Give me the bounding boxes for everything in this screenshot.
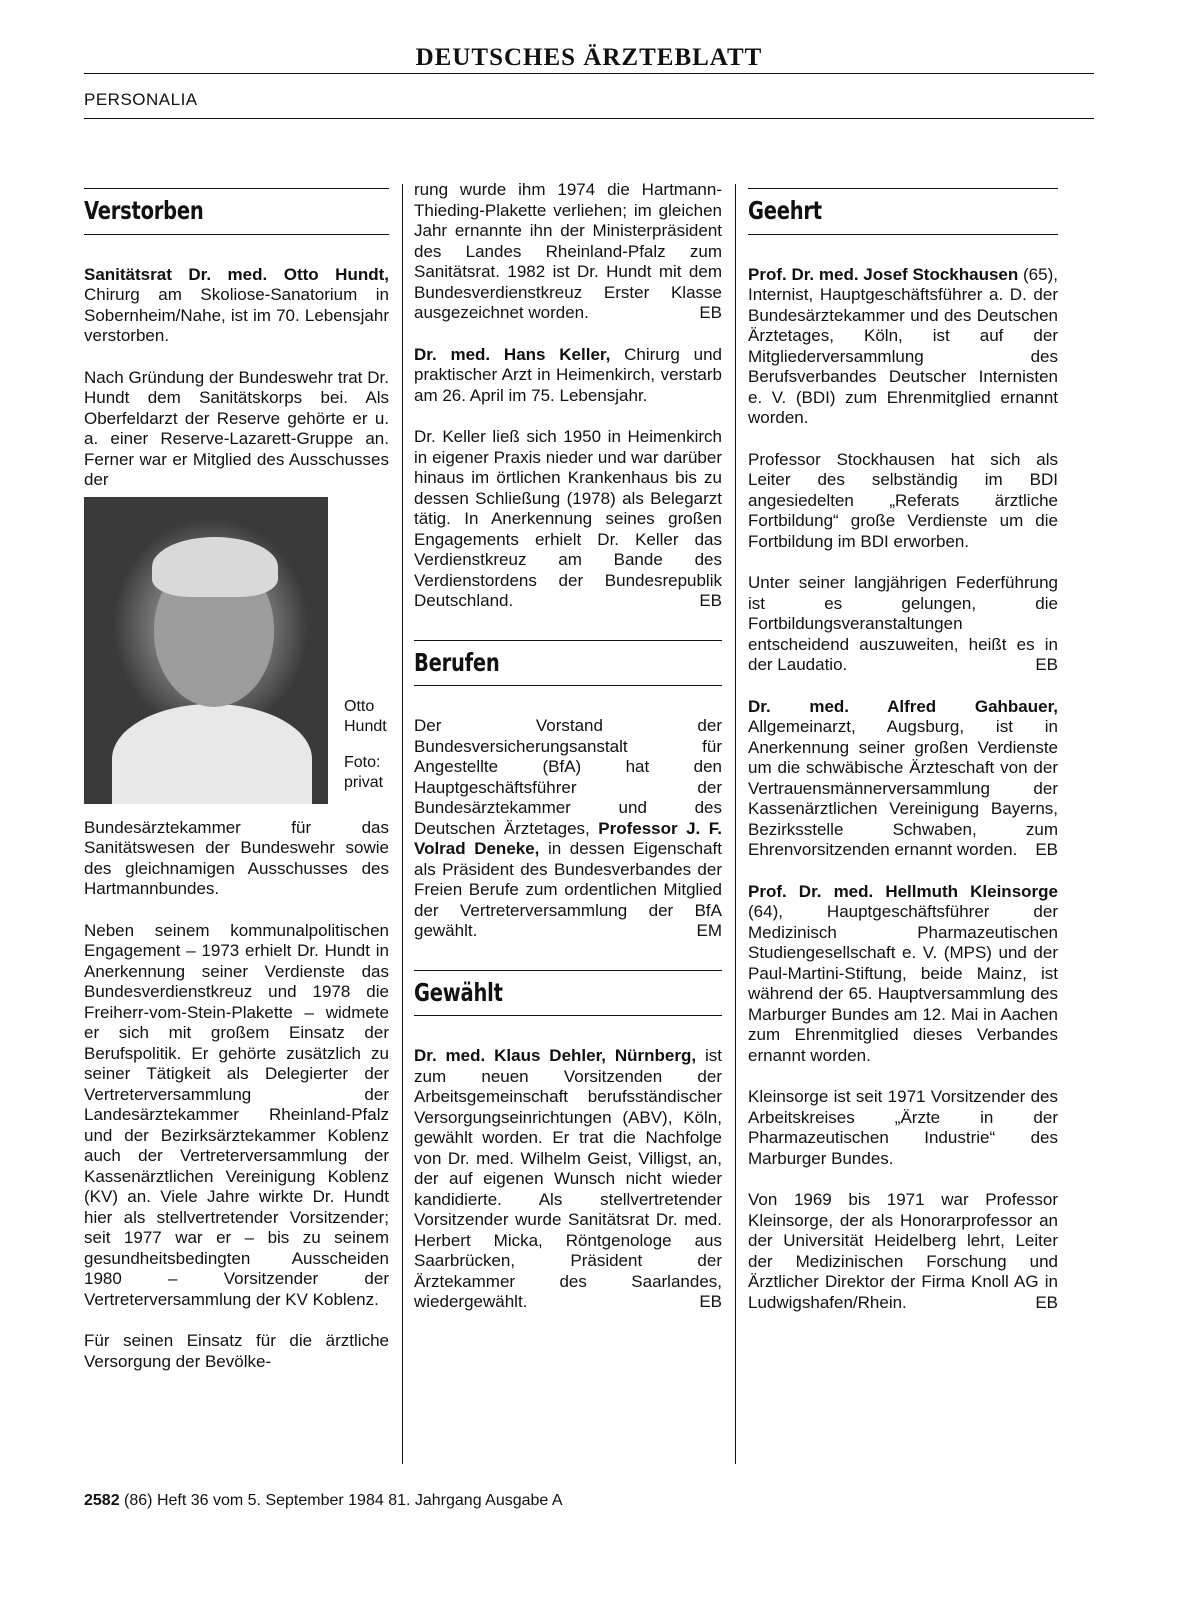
paragraph (748, 265, 1058, 429)
caption-name: Otto Hundt (344, 697, 387, 735)
page-footer (84, 1492, 563, 1510)
issue-info: (86) Heft 36 vom 5. September 1984 81. Jahrgang Ausgabe A (124, 1492, 563, 1509)
column-1 (84, 188, 389, 1372)
author-sign: EB (1035, 655, 1058, 674)
paragraph: Nach Gründung der Bundeswehr trat Dr. Hundt dem Sanitätskorps bei. Als Oberfeldarzt der Reserve gehörte er u. a. einer Reserve-Lazarett-Gruppe an. Ferner war er Mitglied des Ausschusses der (84, 367, 389, 489)
paragraph: Bundesärztekammer für das Sanitätswesen der Bundeswehr sowie des gleichnamigen Ausschusses des Hartmannbundes. (84, 817, 389, 898)
masthead-rule (84, 73, 1094, 74)
heading-berufen: Berufen (414, 647, 500, 677)
author-sign: EB (699, 1292, 722, 1311)
heading-rule (748, 188, 1058, 189)
text: Chirurg und praktischer Arzt in Heimenkirch, verstarb am 26. April im 75. Lebensjahr. (414, 344, 722, 405)
paragraph (748, 573, 1058, 676)
paragraph: Für seinen Einsatz für die ärztliche Versorgung der Bevölke- (84, 1331, 389, 1371)
heading-rule (414, 685, 722, 686)
photo-caption (344, 697, 392, 809)
name-stockhausen: Prof. Dr. med. Josef Stockhausen (748, 264, 1019, 284)
text: Chirurg am Skoliose-Sanatorium in Sobernheim/Nahe, ist im 70. Lebensjahr verstorben. (84, 285, 389, 345)
portrait-block (84, 497, 389, 804)
portrait-photo (84, 497, 328, 804)
masthead: DEUTSCHES ÄRZTEBLATT (415, 44, 763, 71)
text: Unter seiner langjährigen Federführung ist es gelungen, die Fortbildungsveranstaltungen entscheidend auszuweiten, heißt es in der Laudatio. (748, 573, 1058, 674)
obituary-hundt (84, 265, 389, 347)
name-deneke: Professor J. F. Volrad Deneke, (414, 818, 722, 858)
heading-rule (414, 1015, 722, 1016)
author-sign: EB (1035, 1292, 1058, 1312)
page-number: 2582 (84, 1492, 120, 1509)
heading-rule (414, 970, 722, 971)
heading-rule (414, 640, 722, 641)
paragraph (748, 882, 1058, 1067)
column-3 (748, 188, 1058, 1313)
author-sign: EB (699, 591, 722, 610)
text: rung wurde ihm 1974 die Hartmann-Thieding-Plakette verliehen; im gleichen Jahr ernannte ihn der Ministerpräsident des Landes Rheinland-Pfalz zum Sanitätsrat. 1982 ist Dr. Hundt mit dem Bundesverdienstkreuz Erster Klasse ausgezeichnet worden. (414, 180, 722, 322)
heading-rule (84, 188, 389, 189)
paragraph: Kleinsorge ist seit 1971 Vorsitzender des Arbeitskreises „Ärzte in der Pharmazeutischen Industrie“ des Marburger Bundes. (748, 1087, 1058, 1168)
paragraph (748, 1190, 1058, 1313)
text: Allgemeinarzt, Augsburg, ist in Anerkennung seiner großen Verdienste um die schwäbische Ärzteschaft von der Vertrauensmännerversammlung der Kassenärztlichen Vereinigung Bayerns, Bezirksstelle Schwaben, zum Ehrenvorsitzenden ernannt worden. (748, 717, 1058, 859)
text: Von 1969 bis 1971 war Professor Kleinsorge, der als Honorarprofessor an der Universität Heidelberg lehrt, Leiter der Medizinischen Forschung und Ärztlicher Direktor der Firma Knoll AG in Ludwigshafen/Rhein. (748, 1190, 1058, 1312)
column-divider (735, 184, 736, 1464)
text: ist zum neuen Vorsitzenden der Arbeitsgemeinschaft berufsständischer Versorgungseinrichtungen (ABV), Köln, gewählt worden. Er trat die Nachfolge von Dr. med. Wilhelm Geist, Villigst, an, der auf eigenen Wunsch nicht wieder kandidierte. Als stellvertretender Vorsitzender wurde Sanitätsrat Dr. med. Herbert Micka, Röntgenologe aus Saarbrücken, Präsident der Ärztekammer des Saarlandes, wiedergewählt. (414, 1046, 722, 1311)
paragraph (414, 1046, 722, 1313)
section-label: PERSONALIA (84, 90, 198, 109)
text: (64), Hauptgeschäftsführer der Medizinisch Pharmazeutischen Studiengesellschaft e. V. (MPS) und der Paul-Martini-Stiftung, beide Mainz, ist während der 65. Hauptversammlung des Marburger Bundes am 12. Mai in Aachen zum Ehrenmitglied dieses Verbandes ernannt worden. (748, 902, 1058, 1065)
text: Dr. Keller ließ sich 1950 in Heimenkirch in eigener Praxis nieder und war darüber hinaus im örtlichen Krankenhaus bis zu dessen Schließung (1978) als Belegarzt tätig. In Anerkennung seines großen Engagements erhielt Dr. Keller das Verdienstkreuz am Bande des Verdienstordens der Bundesrepublik Deutschland. (414, 427, 722, 610)
heading-verstorben: Verstorben (84, 196, 204, 225)
heading-geehrt: Geehrt (748, 196, 822, 225)
section-rule (84, 118, 1094, 119)
heading-rule (748, 234, 1058, 235)
heading-rule (84, 234, 389, 235)
text: in dessen Eigenschaft als Präsident des Bundesverbandes der Freien Berufe zum ordentlichen Mitglied der Vertreterversammlung der BfA gewählt. (414, 839, 722, 940)
caption-credit: Foto: privat (344, 753, 384, 791)
paragraph: Neben seinem kommunalpolitischen Engagement – 1973 erhielt Dr. Hundt in Anerkennung seiner Verdienste das Bundesverdienstkreuz und 1978 die Freiherr-vom-Stein-Plakette – widmete er sich mit großem Einsatz der Berufspolitik. Er gehörte zusätzlich zu seiner Tätigkeit als Delegierter der Vertreterversammlung der Landesärztekammer Rheinland-Pfalz und der Bezirksärztekammer Koblenz auch der Vertreterversammlung der Kassenärztlichen Vereinigung Koblenz (KV) an. Viele Jahre wirkte Dr. Hundt hier als stellvertretender Vorsitzender; seit 1977 war er – bis zu seinem gesundheitsbedingten Ausscheiden 1980 – Vorsitzender der Vertreterversammlung der KV Koblenz. (84, 920, 389, 1309)
author-sign: EB (699, 303, 722, 322)
paragraph: Professor Stockhausen hat sich als Leiter des selbständig im BDI angesiedelten „Referats ärztliche Fortbildung“ große Verdienste um die Fortbildung im BDI erworben. (748, 449, 1058, 551)
text: Der Vorstand der Bundesversicherungsanstalt für Angestellte (BfA) hat den Hauptgeschäftsführer der Bundesärztekammer und des Deutschen Ärztetages, (414, 716, 722, 838)
name-hundt: Sanitätsrat Dr. med. Otto Hundt, (84, 264, 389, 284)
paragraph (414, 427, 722, 612)
author-sign: EB (1035, 840, 1058, 859)
name-gahbauer: Dr. med. Alfred Gahbauer, (748, 696, 1058, 716)
name-kleinsorge: Prof. Dr. med. Hellmuth Kleinsorge (748, 881, 1058, 901)
heading-gewaehlt: Gewählt (414, 977, 503, 1007)
paragraph (414, 180, 722, 324)
obituary-keller (414, 345, 722, 407)
paragraph (414, 716, 722, 942)
paragraph (748, 697, 1058, 861)
column-2 (414, 180, 722, 1313)
name-dehler: Dr. med. Klaus Dehler, Nürnberg, (414, 1046, 697, 1065)
text: (65), Internist, Hauptgeschäftsführer a. D. der Bundesärztekammer und des Deutschen Ärztetages, Köln, ist auf der Mitgliederversammlung des Berufsverbandes Deutscher Internisten e. V. (BDI) zum Ehrenmitglied ernannt worden. (748, 264, 1058, 427)
author-sign: EM (696, 921, 722, 940)
name-keller: Dr. med. Hans Keller, (414, 344, 611, 364)
column-divider (402, 184, 403, 1464)
